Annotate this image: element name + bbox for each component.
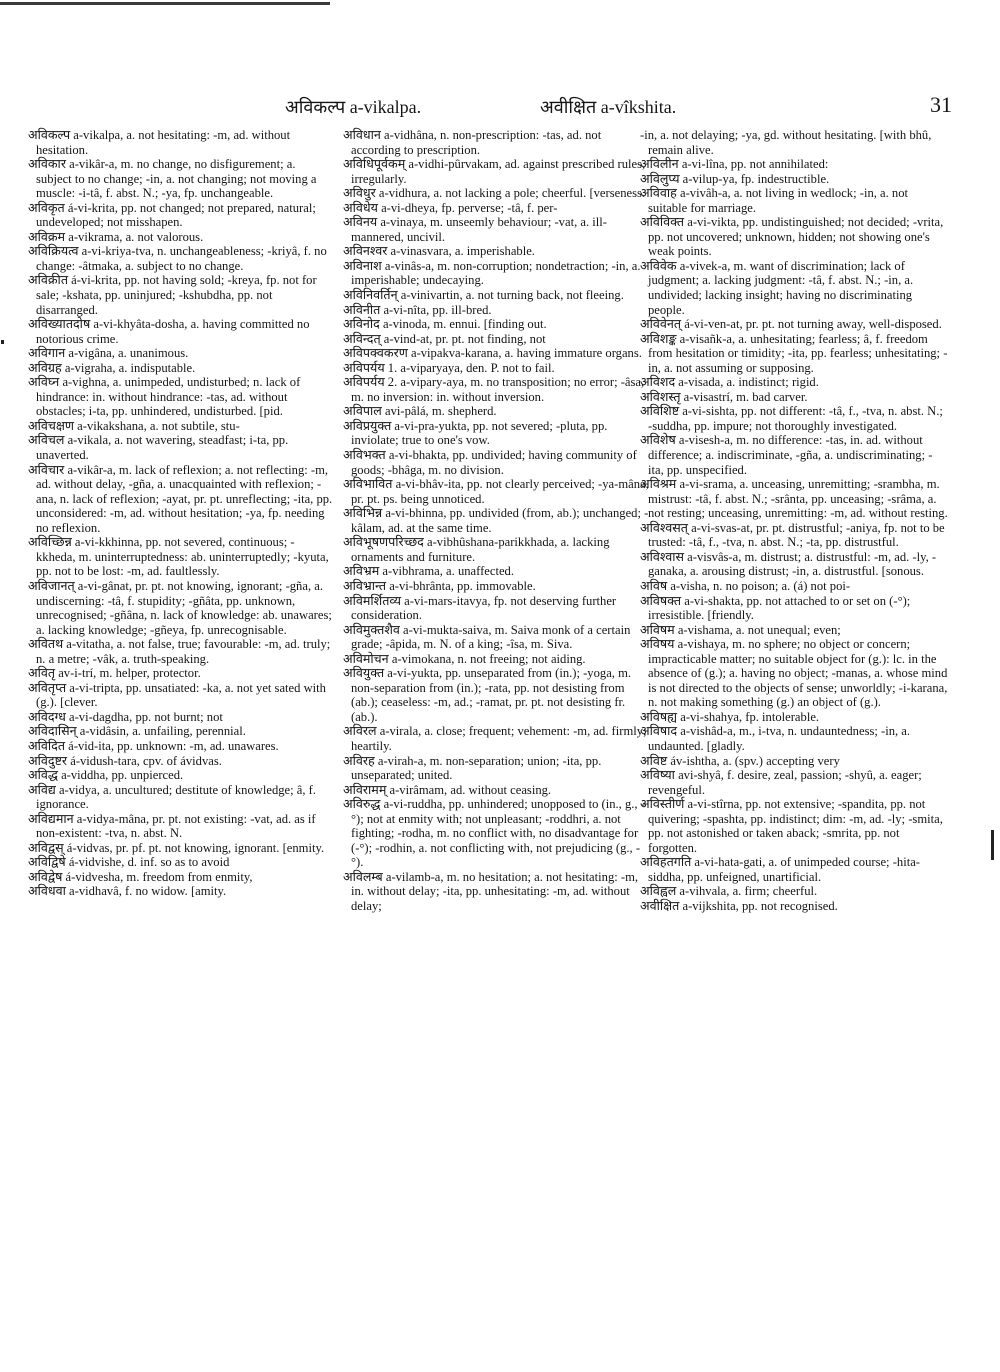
- dictionary-entry: अवितृ av-i-trí, m. helper, protector.: [28, 666, 201, 681]
- dictionary-entry: अविस्तीर्ण a-vi-stîrna, pp. not extensive; -spandita, pp. not quivering; -spashta, pp. indistinct; dim: -m, ad. -ly; -smita, pp. not astonished or taken aback; -smrita, pp. not forgotten.: [640, 797, 943, 855]
- dictionary-entry: अविधिपूर्वकम् a-vidhi-pûrvakam, ad. against prescribed rules, irregularly.: [343, 157, 646, 186]
- dictionary-entry: अविक्रीत á-vi-krita, pp. not having sold; -kreya, fp. not for sale; -kshata, pp. uninjured; -kshubdha, pp. not disarranged.: [28, 273, 317, 317]
- dictionary-entry: अविप्रयुक्त a-vi-pra-yukta, pp. not severed; -pluta, pp. inviolate; true to one's vow.: [343, 418, 608, 448]
- dictionary-entry: अविनिवर्तिन् a-vinivartin, a. not turning back, not fleeing.: [343, 288, 624, 303]
- dictionary-entry: अविवेनत् á-vi-ven-at, pr. pt. not turning away, well-disposed.: [640, 317, 942, 332]
- dictionary-entry: अवीक्षित a-vijkshita, pp. not recognised.: [640, 898, 838, 913]
- dictionary-entry: अविषय a-vishaya, m. no sphere; no object or concern; impracticable matter; no suitable object for (g.): lc. in the absence of (g.); a. having no object; -manas, a. whose mind is not directed to the objects of sense; unworldly; -i-karana, n. not making something (g.) an object of (g.).: [640, 637, 948, 710]
- header-left: अविकल्प a-vikalpa.: [285, 97, 422, 117]
- dictionary-entry: अविशङ्क a-visañk-a, a. unhesitating; fearless; â, f. freedom from hesitation or timidity; -ita, pp. fearless; unhesitating; -in, a. not assuming or supposing.: [640, 331, 948, 375]
- dictionary-entry: अविमोचन a-vimokana, n. not freeing; not aiding.: [343, 651, 586, 666]
- dictionary-entry: अविनीत a-vi-nîta, pp. ill-bred.: [343, 302, 492, 317]
- dictionary-entry: अविकार a-vikâr-a, m. no change, no disfigurement; a. subject to no change; -in, a. not changing; not moving a muscle: -i-tâ, f. abst. N.; -ya, fp. unchangeable.: [28, 157, 317, 201]
- dictionary-entry: अविद्वेष á-vidvesha, m. freedom from enmity,: [28, 869, 253, 884]
- dictionary-entry: अविनय a-vinaya, m. unseemly behaviour; -vat, a. ill-mannered, uncivil.: [343, 215, 607, 244]
- dictionary-entry: अविश्वास a-visvâs-a, m. distrust; a. distrustful: -m, ad. -ly, -ganaka, a. arousing distrust; -in, a. distrustful. [sonous.: [640, 549, 937, 579]
- dictionary-entry: अविदग्ध a-vi-dagdha, pp. not burnt; not: [28, 709, 223, 724]
- dictionary-entry: अविचार a-vikâr-a, m. lack of reflexion; a. not reflecting: -m, ad. without delay, -gña, a. unacquainted with reflexion; -ana, n. lack of reflexion; -ayat, pr. pt. unreflecting; -ita, pp. unconsidered: -m, ad. without hesitation; -ya, fp. needing no reflexion.: [28, 462, 333, 535]
- top-rule: [0, 2, 330, 5]
- dictionary-entry: अविरह a-virah-a, m. non-separation; union; -ita, pp. unseparated; united.: [343, 753, 602, 783]
- dictionary-entry: अविद्ध a-viddha, pp. unpierced.: [28, 768, 184, 783]
- dictionary-entry: अविषक्त a-vi-shakta, pp. not attached to or set on (-°); irresistible. [friendly.: [640, 593, 911, 623]
- dictionary-entry: अविमुक्तशैव a-vi-mukta-saiva, m. Saiva monk of a certain grade; -âpida, m. N. of a king; -îsa, m. Siva.: [343, 622, 631, 652]
- dictionary-entry: अविह्वल a-vihvala, a. firm; cheerful.: [640, 884, 818, 899]
- dictionary-entry: अविषह्य a-vi-shahya, fp. intolerable.: [640, 709, 820, 724]
- dictionary-entry: अविरामम् a-virâmam, ad. without ceasing.: [343, 782, 552, 797]
- dictionary-entry: अविक्रम a-vikrama, a. not valorous.: [28, 229, 204, 244]
- dictionary-entry: अविशस्तृ a-visastrí, m. bad carver.: [640, 389, 808, 404]
- dictionary-entry: अविघ्न a-vighna, a. unimpeded, undisturbed; n. lack of hindrance: in. without hindrance: -tas, ad. without obstacles; i-ta, pp. unhindered, undisturbed. [pid.: [28, 375, 301, 419]
- dictionary-entry: अविरल a-virala, a. close; frequent; vehement: -m, ad. firmly; heartily.: [343, 724, 647, 753]
- dictionary-entry: अविभावित a-vi-bhâv-ita, pp. not clearly perceived; -ya-mâna, pr. pt. ps. being unnoticed.: [343, 477, 649, 506]
- dictionary-entry: अविजानत् a-vi-gânat, pr. pt. not knowing, ignorant; -gña, a. undiscerning: -tâ, f. stupidity; -gñâta, pp. unknown, unrecognised; -gñâna, n. lack of knowledge: ab. unawares; a. lacking knowledge; -gñeya, fp. unrecognisable.: [28, 578, 332, 637]
- dictionary-entry: अविद्य a-vidya, a. uncultured; destitute of knowledge; â, f. ignorance.: [28, 782, 317, 812]
- column-2: [343, 128, 649, 914]
- dictionary-entry: अविधुर a-vidhura, a. not lacking a pole; cheerful. [verseness.: [343, 186, 646, 201]
- page-number: 31: [930, 92, 952, 117]
- dictionary-entry: अवितृप्त a-vi-tripta, pp. unsatiated: -ka, a. not yet sated with (g.). [clever.: [28, 680, 326, 710]
- dictionary-entry: अविचल a-vikala, a. not wavering, steadfast; i-ta, pp. unaverted.: [28, 433, 289, 463]
- column-1: [28, 128, 334, 899]
- dictionary-entry: अविवेक a-vivek-a, m. want of discrimination; lack of judgment; a. lacking judgment: -tâ, f. abst. N.; -in, a. undivided; lacking insight; having no discriminating people.: [640, 258, 914, 317]
- dictionary-entry: अविरुद्ध a-vi-ruddha, pp. unhindered; unopposed to (in., g., -°); not at enmity with; not unpleasant; -roddhri, a. not fighting; -rodha, m. no conflict with, no disadvantage for (-°); -rodhin, a. not conflicting with, not prejudicing (g., -°).: [343, 797, 645, 870]
- dictionary-entry: अविदासिन् a-vidâsin, a. unfailing, perennial.: [28, 724, 246, 739]
- dictionary-entry: अविपक्वकरण a-vipakva-karana, a. having immature organs.: [343, 346, 642, 361]
- dictionary-entry: अविधेय a-vi-dheya, fp. perverse; -tâ, f. per-: [343, 200, 558, 215]
- dictionary-entry: अविग्रह a-vigraha, a. indisputable.: [28, 360, 196, 375]
- dictionary-entry: अविष्या avi-shyâ, f. desire, zeal, passion; -shyû, a. eager; revengeful.: [640, 768, 922, 797]
- dictionary-entry: अविष्ट áv-ishtha, a. (spv.) accepting very: [640, 753, 840, 768]
- dictionary-entry: अविकृत á-vi-krita, pp. not changed; not prepared, natural; undeveloped; not misshapen.: [28, 200, 316, 230]
- dictionary-entry: अविभ्रान्त a-vi-bhrânta, pp. immovable.: [343, 578, 536, 593]
- dictionary-entry: अविवाह a-vivâh-a, a. not living in wedlock; -in, a. not suitable for marriage.: [640, 186, 909, 215]
- dictionary-entry: अविशिष्ट a-vi-sishta, pp. not different: -tâ, f., -tva, n. abst. N.; -suddha, pp. impure; not thoroughly investigated.: [640, 404, 943, 433]
- dictionary-entry: अविभ्रम a-vibhrama, a. unaffected.: [343, 564, 515, 579]
- dictionary-entry: अवितथ a-vitatha, a. not false, true; favourable: -m, ad. truly; n. a metre; -vâk, a. truth-speaking.: [28, 637, 331, 666]
- dictionary-entry: अविद्विषे á-vidvishe, d. inf. so as to avoid: [28, 855, 230, 870]
- dictionary-entry: अविविक्त a-vi-vikta, pp. undistinguished; not decided; -vrita, pp. not uncovered; unknown, hidden; not showing one's weak points.: [640, 215, 944, 259]
- dictionary-entry: अविपाल avi-pâlá, m. shepherd.: [343, 404, 497, 419]
- dictionary-entry: अविगान a-vigâna, a. unanimous.: [28, 346, 189, 361]
- dictionary-entry: अविशेष a-visesh-a, m. no difference: -tas, in. ad. without difference; a. indiscriminate, -gña, a. undiscriminating; -ita, pp. unspecified.: [640, 433, 933, 477]
- margin-mark: [991, 830, 994, 860]
- dictionary-entry: अविशद a-visada, a. indistinct; rigid.: [640, 375, 819, 390]
- dictionary-entry: अविभूषणपरिच्छद a-vibhûshana-parikkhada, a. lacking ornaments and furniture.: [343, 535, 610, 564]
- dictionary-entry: अविचक्षण a-vikakshana, a. not subtile, stu-: [28, 418, 240, 433]
- dictionary-entry: अविलुप्य a-vilup-ya, fp. indestructible.: [640, 171, 830, 186]
- dictionary-entry: अविन्दत् a-vind-at, pr. pt. not finding, not: [343, 331, 546, 346]
- dictionary-entry: अविलम्ब a-vilamb-a, m. no hesitation; a. not hesitating: -m, in. without delay; -ita, pp. unhesitating: -m, ad. without delay;: [343, 869, 639, 913]
- dictionary-entry: -in, a. not delaying; -ya, gd. without hesitating. [with bhû, remain alive.: [640, 128, 932, 157]
- dictionary-entry: अविभिन्न a-vi-bhinna, pp. undivided (from, ab.); unchanged; -kâlam, ad. at the same time.: [343, 506, 649, 535]
- dictionary-entry: अविद्वस् á-vidvas, pr. pf. pt. not knowing, ignorant. [enmity.: [28, 840, 325, 855]
- dictionary-entry: अविद्यमान a-vidya-mâna, pr. pt. not existing: -vat, ad. as if non-existent: -tva, n. abst. N.: [28, 811, 316, 841]
- dictionary-entry: अविक्रियत्व a-vi-kriya-tva, n. unchangeableness; -kriyâ, f. no change: -âtmaka, a. subject to no change.: [28, 244, 327, 273]
- dictionary-entry: अविनोद a-vinoda, m. ennui. [finding out.: [343, 317, 547, 332]
- dictionary-entry: अविधवा a-vidhavâ, f. no widow. [amity.: [28, 884, 227, 899]
- header-center: अवीक्षित a-vîkshita.: [540, 97, 677, 117]
- dictionary-entry: अविकल्प a-vikalpa, a. not hesitating: -m, ad. without hesitation.: [28, 128, 291, 157]
- dictionary-entry: अविनाश a-vinâs-a, m. non-corruption; nondetraction; -in, a. imperishable; undecaying.: [343, 258, 641, 288]
- dictionary-entry: अविषाद a-vishâd-a, m., i-tva, n. undauntedness; -in, a. undaunted. [gladly.: [640, 724, 911, 753]
- dictionary-entry: अविपर्यय 1. a-viparyaya, den. P. not to fail.: [343, 360, 555, 375]
- column-3: [640, 128, 948, 914]
- dictionary-entry: अविष a-visha, n. no poison; a. (á) not poi-: [640, 578, 851, 593]
- dictionary-entry: अविमर्शितव्य a-vi-mars-itavya, fp. not deserving further consideration.: [343, 593, 617, 623]
- dictionary-entry: अविहतगति a-vi-hata-gati, a. of unimpeded course; -hita-siddha, pp. unfeigned, unartificial.: [640, 855, 920, 884]
- dictionary-entry: अविषम a-vishama, a. not unequal; even;: [640, 622, 841, 637]
- dictionary-entry: अविश्वसत् a-vi-svas-at, pr. pt. distrustful; -aniya, fp. not to be trusted: -tâ, f., -tva, n. abst. N.; -ta, pp. distrustful.: [640, 520, 945, 550]
- page-header: [0, 92, 1000, 125]
- dictionary-entry: अविधान a-vidhâna, n. non-prescription: -tas, ad. not according to prescription.: [343, 128, 602, 157]
- dictionary-entry: अविदित á-vid-ita, pp. unknown: -m, ad. unawares.: [28, 738, 279, 753]
- dictionary-entry: अविदुष्टर á-vidush-tara, cpv. of ávidvas.: [28, 753, 222, 768]
- dictionary-entry: अविलीन a-vi-lîna, pp. not annihilated:: [640, 157, 829, 172]
- dictionary-entry: अविपर्यय 2. a-vipary-aya, m. no transposition; no error; -âsa, m. no inversion: in. without inversion.: [343, 375, 645, 404]
- dictionary-entry: अविख्यातदोष a-vi-khyâta-dosha, a. having committed no notorious crime.: [28, 317, 310, 346]
- dictionary-entry: अवियुक्त a-vi-yukta, pp. unseparated from (in.); -yoga, m. non-separation from (in.); -rata, pp. not desisting from (ab.); ceaseless: -m, ad.; -ramat, pr. pt. not desisting fr. (ab.).: [343, 666, 632, 724]
- dictionary-entry: अविनश्वर a-vinasvara, a. imperishable.: [343, 244, 535, 259]
- dictionary-entry: अविभक्त a-vi-bhakta, pp. undivided; having community of goods; -bhâga, m. no division.: [343, 448, 637, 477]
- margin-mark: [1, 340, 4, 344]
- dictionary-entry: अविच्छिन्न a-vi-kkhinna, pp. not severed, continuous; -kkheda, m. uninterruptedness: ab. uninterruptedly; -kyuta, pp. not to be lost: -m, ad. faultlessly.: [28, 535, 329, 579]
- dictionary-entry: अविश्रम a-vi-srama, a. unceasing, unremitting; -srambha, m. mistrust: -tâ, f. abst. N.; -srânta, pp. unceasing; -srâma, a. not resting; unceasing, unremitting: -m, ad. without resting.: [640, 477, 948, 521]
